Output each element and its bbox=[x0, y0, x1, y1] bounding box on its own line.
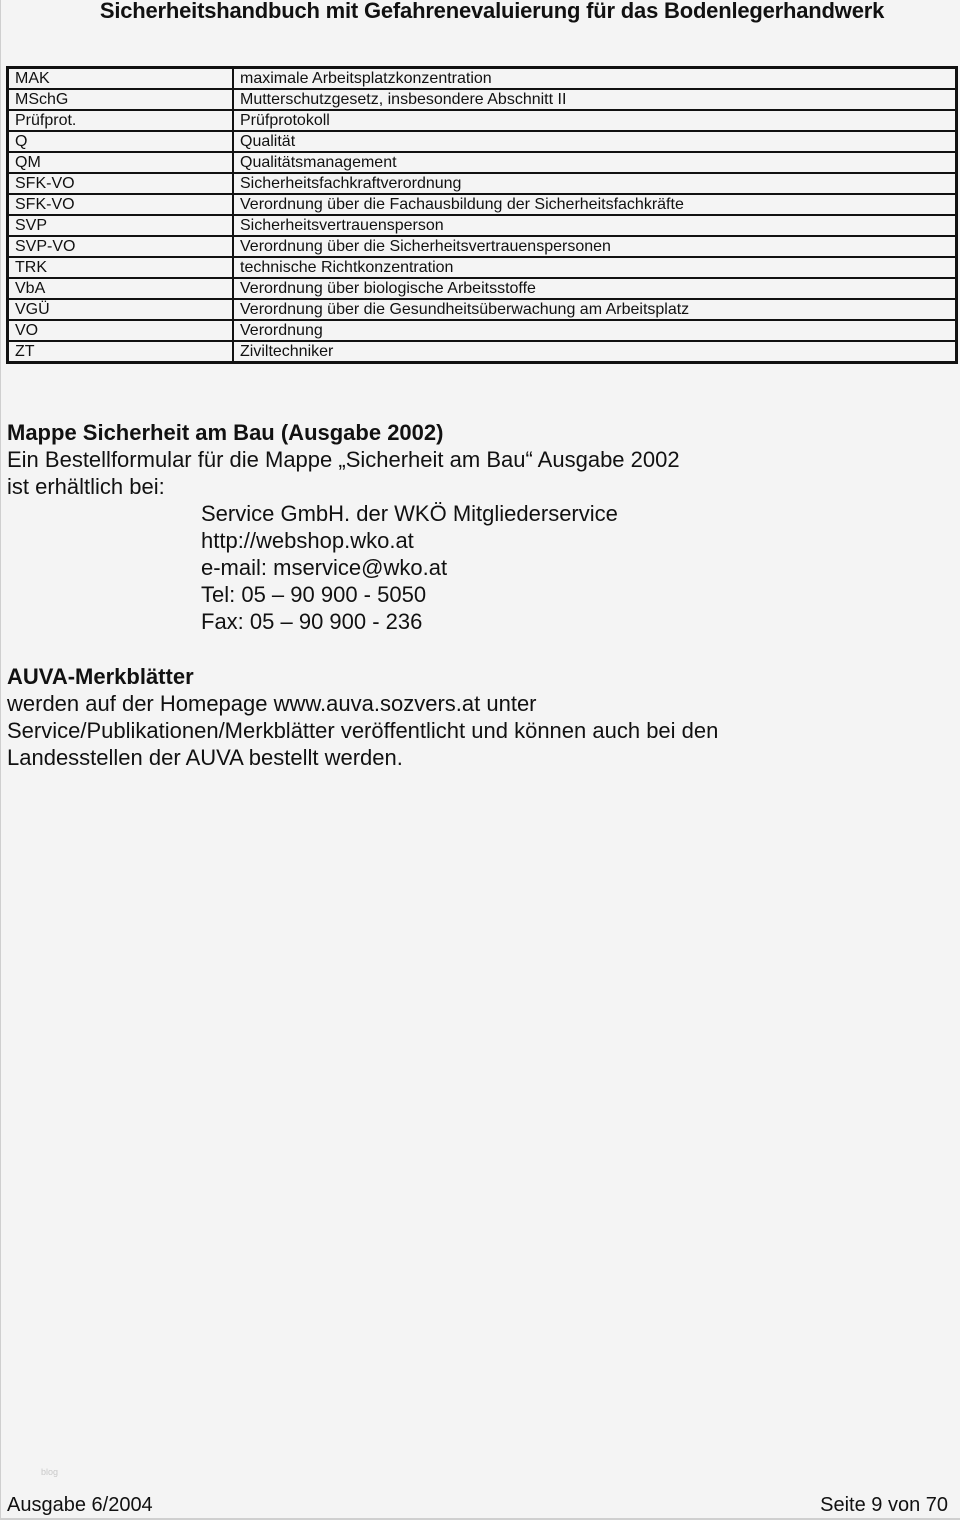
abbreviation-cell: SVP-VO bbox=[8, 236, 234, 257]
contact-email-link[interactable]: e-mail: mservice@wko.at bbox=[201, 555, 448, 580]
contact-block bbox=[7, 500, 680, 635]
auva-heading: AUVA-Merkblätter bbox=[7, 664, 194, 689]
table-row bbox=[8, 236, 957, 257]
meaning-cell: technische Richtkonzentration bbox=[233, 257, 957, 278]
table-row bbox=[8, 341, 957, 363]
table-row bbox=[8, 320, 957, 341]
abbreviation-cell: VO bbox=[8, 320, 234, 341]
footer-page-number: Seite 9 von 70 bbox=[820, 1494, 948, 1516]
table-row bbox=[8, 89, 957, 110]
abbreviation-cell: SFK-VO bbox=[8, 173, 234, 194]
watermark-text: blog bbox=[41, 1467, 59, 1477]
meaning-cell: Prüfprotokoll bbox=[233, 110, 957, 131]
meaning-cell: Qualitätsmanagement bbox=[233, 152, 957, 173]
auva-line3: Landesstellen der AUVA bestellt werden. bbox=[7, 745, 403, 770]
meaning-cell: Verordnung über die Fachausbildung der Sicherheitsfachkräfte bbox=[233, 194, 957, 215]
table-row bbox=[8, 173, 957, 194]
abbreviation-cell: MAK bbox=[8, 68, 234, 90]
auva-line1: werden auf der Homepage www.auva.sozvers.at unter bbox=[7, 691, 537, 716]
page-title: Sicherheitshandbuch mit Gefahrenevaluierung für das Bodenlegerhandwerk bbox=[99, 0, 885, 23]
table-row bbox=[8, 131, 957, 152]
meaning-cell: Sicherheitsvertrauensperson bbox=[233, 215, 957, 236]
meaning-cell: Verordnung bbox=[233, 320, 957, 341]
abbreviation-cell: Q bbox=[8, 131, 234, 152]
meaning-cell: Ziviltechniker bbox=[233, 341, 957, 363]
auva-line2: Service/Publikationen/Merkblätter veröffentlicht und können auch bei den bbox=[7, 718, 719, 743]
table-row bbox=[8, 257, 957, 278]
table-row bbox=[8, 110, 957, 131]
meaning-cell: Sicherheitsfachkraftverordnung bbox=[233, 173, 957, 194]
footer-edition: Ausgabe 6/2004 bbox=[7, 1494, 153, 1516]
abbreviation-cell: QM bbox=[8, 152, 234, 173]
meaning-cell: Mutterschutzgesetz, insbesondere Abschnitt II bbox=[233, 89, 957, 110]
meaning-cell: maximale Arbeitsplatzkonzentration bbox=[233, 68, 957, 90]
table-row bbox=[8, 68, 957, 90]
meaning-cell: Verordnung über biologische Arbeitsstoffe bbox=[233, 278, 957, 299]
table-row bbox=[8, 299, 957, 320]
contact-fax: Fax: 05 – 90 900 - 236 bbox=[201, 609, 423, 634]
mappe-description-line2: ist erhältlich bei: bbox=[7, 474, 165, 499]
abbreviation-cell: TRK bbox=[8, 257, 234, 278]
abbreviation-cell: SFK-VO bbox=[8, 194, 234, 215]
table-row bbox=[8, 215, 957, 236]
table-row bbox=[8, 152, 957, 173]
abbreviations-table bbox=[6, 66, 958, 364]
table-row bbox=[8, 278, 957, 299]
contact-tel: Tel: 05 – 90 900 - 5050 bbox=[201, 582, 427, 607]
auva-section bbox=[7, 663, 718, 771]
contact-company: Service GmbH. der WKÖ Mitgliederservice bbox=[201, 501, 618, 526]
mappe-section bbox=[7, 419, 680, 635]
abbreviation-cell: SVP bbox=[8, 215, 234, 236]
mappe-heading: Mappe Sicherheit am Bau (Ausgabe 2002) bbox=[7, 420, 444, 445]
abbreviation-cell: VGÜ bbox=[8, 299, 234, 320]
contact-website-link[interactable]: http://webshop.wko.at bbox=[201, 528, 414, 553]
abbreviation-cell: VbA bbox=[8, 278, 234, 299]
table-row bbox=[8, 194, 957, 215]
abbreviation-cell: Prüfprot. bbox=[8, 110, 234, 131]
meaning-cell: Qualität bbox=[233, 131, 957, 152]
meaning-cell: Verordnung über die Gesundheitsüberwachung am Arbeitsplatz bbox=[233, 299, 957, 320]
abbreviation-cell: ZT bbox=[8, 341, 234, 363]
meaning-cell: Verordnung über die Sicherheitsvertrauenspersonen bbox=[233, 236, 957, 257]
abbreviation-cell: MSchG bbox=[8, 89, 234, 110]
mappe-description-line1: Ein Bestellformular für die Mappe „Sicherheit am Bau“ Ausgabe 2002 bbox=[7, 447, 680, 472]
